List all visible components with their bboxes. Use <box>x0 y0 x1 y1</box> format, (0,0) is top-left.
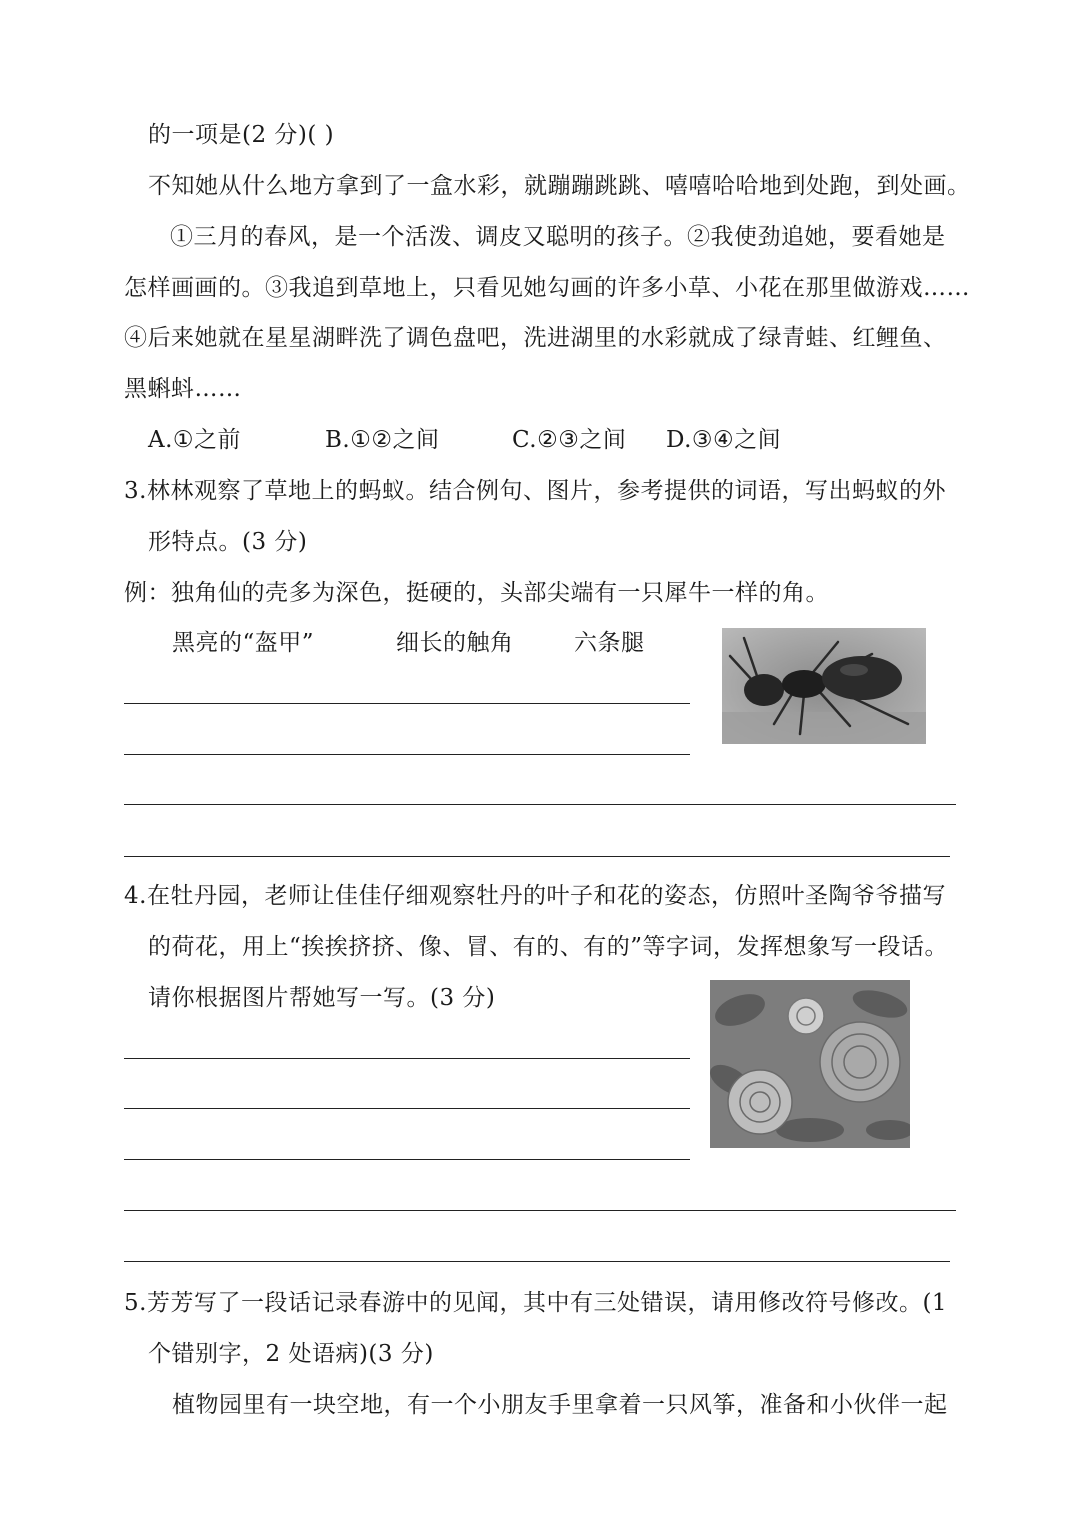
q3-stem-line-2: 形特点。(3 分) <box>148 529 308 555</box>
q2-option-d: D.③④之间 <box>666 427 782 453</box>
q3-word-antenna: 细长的触角 <box>396 630 514 656</box>
q2-passage-line-3: ④后来她就在星星湖畔洗了调色盘吧，洗进湖里的水彩就成了绿青蛙、红鲤鱼、 <box>124 325 947 351</box>
q2-option-b: B.①②之间 <box>325 427 440 453</box>
q4-stem-line-2: 的荷花，用上“挨挨挤挤、像、冒、有的、有的”等字词，发挥想象写一段话。 <box>148 934 949 960</box>
q4-answer-line-1[interactable] <box>124 1058 690 1059</box>
q5-stem-line-1: 5.芳芳写了一段话记录春游中的见闻，其中有三处错误，请用修改符号修改。(1 <box>124 1290 948 1316</box>
q2-stem-tail: 的一项是(2 分)( ) <box>148 122 335 148</box>
q4-stem-line-1: 4.在牡丹园，老师让佳佳仔细观察牡丹的叶子和花的姿态，仿照叶圣陶爷爷描写 <box>124 883 946 909</box>
q3-answer-line-2[interactable] <box>124 754 690 755</box>
q2-passage-line-4: 黑蝌蚪…… <box>124 376 242 402</box>
q3-word-legs: 六条腿 <box>574 630 645 656</box>
q2-option-c: C.②③之间 <box>512 427 627 453</box>
q4-answer-line-4[interactable] <box>124 1210 956 1211</box>
q4-answer-line-5[interactable] <box>124 1261 950 1262</box>
q3-answer-line-3[interactable] <box>124 804 956 805</box>
q2-insert-sentence: 不知她从什么地方拿到了一盒水彩，就蹦蹦跳跳、嘻嘻哈哈地到处跑，到处画。 <box>148 173 971 199</box>
q4-stem-line-3: 请你根据图片帮她写一写。(3 分) <box>148 985 496 1011</box>
q3-answer-line-1[interactable] <box>124 703 690 704</box>
peony-photo <box>710 980 910 1148</box>
q4-answer-line-3[interactable] <box>124 1159 690 1160</box>
q3-word-armor: 黑亮的“盔甲” <box>172 630 315 656</box>
q3-answer-line-4[interactable] <box>124 856 950 857</box>
q5-stem-line-2: 个错别字，2 处语病)(3 分) <box>148 1341 434 1367</box>
q3-stem-line-1: 3.林林观察了草地上的蚂蚁。结合例句、图片，参考提供的词语，写出蚂蚁的外 <box>124 478 946 504</box>
q2-passage-line-2: 怎样画画的。③我追到草地上，只看见她勾画的许多小草、小花在那里做游戏…… <box>124 275 970 301</box>
q4-answer-line-2[interactable] <box>124 1108 690 1109</box>
q2-option-a: A.①之前 <box>148 427 242 453</box>
q5-passage: 植物园里有一块空地，有一个小朋友手里拿着一只风筝，准备和小伙伴一起 <box>172 1392 948 1418</box>
ant-photo <box>722 628 926 744</box>
q3-example: 例：独角仙的壳多为深色，挺硬的，头部尖端有一只犀牛一样的角。 <box>124 580 829 606</box>
q2-passage-line-1: ①三月的春风，是一个活泼、调皮又聪明的孩子。②我使劲追她，要看她是 <box>170 224 946 250</box>
